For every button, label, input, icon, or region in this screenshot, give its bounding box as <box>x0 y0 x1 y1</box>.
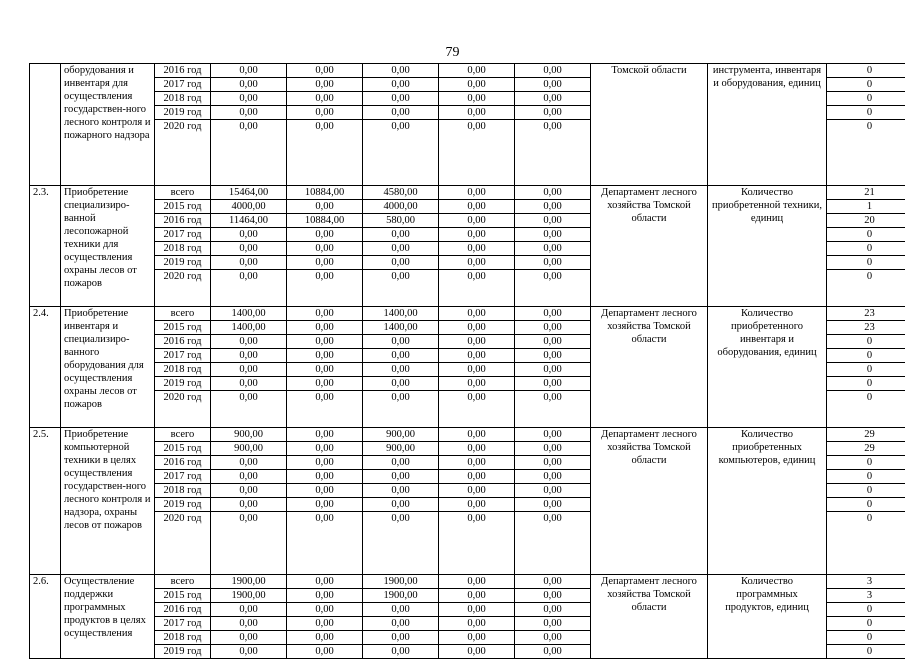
amount-total-cell: 0,00 <box>211 78 287 92</box>
period-cell: 2018 год <box>155 242 211 256</box>
indicator-value-cell: 0 <box>827 228 905 242</box>
period-cell: 2019 год <box>155 256 211 270</box>
amount-other-cell: 0,00 <box>515 64 591 78</box>
amount-federal-cell: 0,00 <box>287 391 363 428</box>
amount-regional-cell: 0,00 <box>363 270 439 307</box>
indicator-value-cell: 23 <box>827 321 905 335</box>
amount-total-cell: 0,00 <box>211 377 287 391</box>
period-cell: всего <box>155 428 211 442</box>
amount-other-cell: 0,00 <box>515 617 591 631</box>
period-cell: 2020 год <box>155 120 211 186</box>
period-cell: 2020 год <box>155 391 211 428</box>
period-cell: всего <box>155 186 211 200</box>
period-cell: 2017 год <box>155 617 211 631</box>
amount-other-cell: 0,00 <box>515 377 591 391</box>
amount-local-cell: 0,00 <box>439 377 515 391</box>
amount-regional-cell: 0,00 <box>363 645 439 659</box>
item-name: Осуществление поддержки программных продуктов в целях осуществления <box>61 575 155 659</box>
period-cell: 2016 год <box>155 335 211 349</box>
indicator-value-cell: 29 <box>827 442 905 456</box>
amount-total-cell: 15464,00 <box>211 186 287 200</box>
amount-local-cell: 0,00 <box>439 200 515 214</box>
period-cell: 2015 год <box>155 321 211 335</box>
indicator-value-cell: 0 <box>827 391 905 428</box>
amount-total-cell: 0,00 <box>211 498 287 512</box>
amount-local-cell: 0,00 <box>439 106 515 120</box>
amount-local-cell: 0,00 <box>439 363 515 377</box>
period-cell: 2015 год <box>155 442 211 456</box>
table-row <box>30 186 905 200</box>
item-name: оборудования и инвентаря для осуществления государствен-ного лесного контроля и пожарного надзора <box>61 64 155 186</box>
amount-other-cell: 0,00 <box>515 120 591 186</box>
amount-federal-cell: 0,00 <box>287 484 363 498</box>
amount-other-cell: 0,00 <box>515 214 591 228</box>
amount-regional-cell: 0,00 <box>363 256 439 270</box>
amount-local-cell: 0,00 <box>439 645 515 659</box>
indicator-name: Количество приобретенных компьютеров, единиц <box>708 428 827 575</box>
indicator-value-cell: 0 <box>827 242 905 256</box>
indicator-name: Количество программных продуктов, единиц <box>708 575 827 659</box>
amount-local-cell: 0,00 <box>439 335 515 349</box>
period-cell: 2018 год <box>155 631 211 645</box>
amount-regional-cell: 0,00 <box>363 228 439 242</box>
amount-total-cell: 0,00 <box>211 645 287 659</box>
indicator-value-cell: 0 <box>827 256 905 270</box>
amount-regional-cell: 0,00 <box>363 335 439 349</box>
indicator-value-cell: 0 <box>827 349 905 363</box>
period-cell: 2016 год <box>155 214 211 228</box>
amount-other-cell: 0,00 <box>515 78 591 92</box>
amount-federal-cell: 0,00 <box>287 589 363 603</box>
amount-regional-cell: 900,00 <box>363 442 439 456</box>
amount-other-cell: 0,00 <box>515 228 591 242</box>
indicator-value-cell: 0 <box>827 484 905 498</box>
amount-federal-cell: 0,00 <box>287 349 363 363</box>
amount-federal-cell: 0,00 <box>287 270 363 307</box>
period-cell: 2016 год <box>155 603 211 617</box>
amount-regional-cell: 4580,00 <box>363 186 439 200</box>
amount-local-cell: 0,00 <box>439 78 515 92</box>
amount-total-cell: 0,00 <box>211 335 287 349</box>
indicator-value-cell: 21 <box>827 186 905 200</box>
period-cell: 2020 год <box>155 512 211 575</box>
amount-regional-cell: 1400,00 <box>363 321 439 335</box>
amount-federal-cell: 0,00 <box>287 645 363 659</box>
period-cell: 2015 год <box>155 589 211 603</box>
item-number <box>30 64 61 186</box>
amount-total-cell: 1400,00 <box>211 307 287 321</box>
amount-regional-cell: 0,00 <box>363 92 439 106</box>
amount-local-cell: 0,00 <box>439 391 515 428</box>
indicator-value-cell: 0 <box>827 377 905 391</box>
amount-other-cell: 0,00 <box>515 349 591 363</box>
indicator-name: инструмента, инвентаря и оборудования, единиц <box>708 64 827 186</box>
amount-total-cell: 0,00 <box>211 242 287 256</box>
item-number: 2.3. <box>30 186 61 307</box>
period-cell: 2018 год <box>155 484 211 498</box>
amount-regional-cell: 0,00 <box>363 106 439 120</box>
amount-regional-cell: 1900,00 <box>363 589 439 603</box>
amount-local-cell: 0,00 <box>439 603 515 617</box>
amount-local-cell: 0,00 <box>439 442 515 456</box>
amount-regional-cell: 0,00 <box>363 78 439 92</box>
program-table <box>29 63 905 659</box>
period-cell: 2019 год <box>155 498 211 512</box>
amount-local-cell: 0,00 <box>439 120 515 186</box>
amount-federal-cell: 0,00 <box>287 64 363 78</box>
amount-local-cell: 0,00 <box>439 484 515 498</box>
indicator-value-cell: 0 <box>827 456 905 470</box>
amount-regional-cell: 0,00 <box>363 470 439 484</box>
amount-regional-cell: 0,00 <box>363 484 439 498</box>
amount-total-cell: 0,00 <box>211 391 287 428</box>
indicator-value-cell: 0 <box>827 106 905 120</box>
amount-total-cell: 0,00 <box>211 228 287 242</box>
item-name: Приобретение инвентаря и специализиро-ванного оборудования для осуществления охраны лесов от пожаров <box>61 307 155 428</box>
amount-federal-cell: 0,00 <box>287 498 363 512</box>
amount-regional-cell: 0,00 <box>363 349 439 363</box>
amount-local-cell: 0,00 <box>439 512 515 575</box>
amount-local-cell: 0,00 <box>439 349 515 363</box>
period-cell: 2019 год <box>155 645 211 659</box>
amount-total-cell: 11464,00 <box>211 214 287 228</box>
amount-regional-cell: 0,00 <box>363 391 439 428</box>
indicator-value-cell: 20 <box>827 214 905 228</box>
period-cell: 2019 год <box>155 106 211 120</box>
amount-other-cell: 0,00 <box>515 186 591 200</box>
table-row <box>30 307 905 321</box>
amount-other-cell: 0,00 <box>515 270 591 307</box>
indicator-name: Количество приобретенной техники, единиц <box>708 186 827 307</box>
amount-regional-cell: 0,00 <box>363 512 439 575</box>
item-name: Приобретение компьютерной техники в целях осуществления государствен-ного лесного контроля и надзора, охраны лесов от пожаров <box>61 428 155 575</box>
amount-other-cell: 0,00 <box>515 484 591 498</box>
amount-local-cell: 0,00 <box>439 228 515 242</box>
indicator-value-cell: 0 <box>827 512 905 575</box>
amount-federal-cell: 0,00 <box>287 442 363 456</box>
amount-local-cell: 0,00 <box>439 321 515 335</box>
amount-federal-cell: 0,00 <box>287 78 363 92</box>
responsible-executor: Департамент лесного хозяйства Томской области <box>591 575 708 659</box>
period-cell: 2016 год <box>155 64 211 78</box>
amount-local-cell: 0,00 <box>439 498 515 512</box>
amount-regional-cell: 1400,00 <box>363 307 439 321</box>
amount-other-cell: 0,00 <box>515 456 591 470</box>
amount-total-cell: 0,00 <box>211 363 287 377</box>
amount-federal-cell: 0,00 <box>287 120 363 186</box>
item-name: Приобретение специализиро-ванной лесопожарной техники для осуществления охраны лесов от пожаров <box>61 186 155 307</box>
responsible-executor: Департамент лесного хозяйства Томской области <box>591 186 708 307</box>
period-cell: 2015 год <box>155 200 211 214</box>
amount-local-cell: 0,00 <box>439 589 515 603</box>
amount-other-cell: 0,00 <box>515 603 591 617</box>
amount-federal-cell: 0,00 <box>287 470 363 484</box>
amount-regional-cell: 0,00 <box>363 631 439 645</box>
amount-federal-cell: 0,00 <box>287 377 363 391</box>
amount-local-cell: 0,00 <box>439 617 515 631</box>
amount-other-cell: 0,00 <box>515 200 591 214</box>
amount-local-cell: 0,00 <box>439 575 515 589</box>
amount-total-cell: 1900,00 <box>211 589 287 603</box>
amount-other-cell: 0,00 <box>515 512 591 575</box>
amount-other-cell: 0,00 <box>515 645 591 659</box>
item-number: 2.4. <box>30 307 61 428</box>
amount-other-cell: 0,00 <box>515 363 591 377</box>
amount-total-cell: 0,00 <box>211 484 287 498</box>
amount-total-cell: 0,00 <box>211 120 287 186</box>
amount-federal-cell: 0,00 <box>287 617 363 631</box>
amount-local-cell: 0,00 <box>439 64 515 78</box>
amount-regional-cell: 580,00 <box>363 214 439 228</box>
indicator-value-cell: 23 <box>827 307 905 321</box>
period-cell: 2019 год <box>155 377 211 391</box>
indicator-value-cell: 3 <box>827 589 905 603</box>
amount-other-cell: 0,00 <box>515 575 591 589</box>
amount-federal-cell: 0,00 <box>287 242 363 256</box>
amount-regional-cell: 0,00 <box>363 64 439 78</box>
amount-local-cell: 0,00 <box>439 470 515 484</box>
indicator-value-cell: 0 <box>827 603 905 617</box>
amount-total-cell: 1400,00 <box>211 321 287 335</box>
indicator-value-cell: 29 <box>827 428 905 442</box>
amount-local-cell: 0,00 <box>439 242 515 256</box>
amount-local-cell: 0,00 <box>439 456 515 470</box>
indicator-value-cell: 0 <box>827 631 905 645</box>
indicator-value-cell: 0 <box>827 363 905 377</box>
amount-local-cell: 0,00 <box>439 214 515 228</box>
table-row <box>30 575 905 589</box>
amount-other-cell: 0,00 <box>515 631 591 645</box>
amount-federal-cell: 10884,00 <box>287 186 363 200</box>
period-cell: 2018 год <box>155 363 211 377</box>
amount-regional-cell: 0,00 <box>363 456 439 470</box>
amount-federal-cell: 0,00 <box>287 200 363 214</box>
amount-local-cell: 0,00 <box>439 256 515 270</box>
indicator-value-cell: 0 <box>827 470 905 484</box>
amount-other-cell: 0,00 <box>515 106 591 120</box>
amount-total-cell: 0,00 <box>211 106 287 120</box>
amount-total-cell: 0,00 <box>211 603 287 617</box>
amount-federal-cell: 10884,00 <box>287 214 363 228</box>
amount-regional-cell: 4000,00 <box>363 200 439 214</box>
amount-other-cell: 0,00 <box>515 498 591 512</box>
amount-federal-cell: 0,00 <box>287 512 363 575</box>
indicator-name: Количество приобретенного инвентаря и оборудования, единиц <box>708 307 827 428</box>
amount-regional-cell: 0,00 <box>363 498 439 512</box>
amount-regional-cell: 900,00 <box>363 428 439 442</box>
amount-local-cell: 0,00 <box>439 186 515 200</box>
period-cell: 2017 год <box>155 78 211 92</box>
responsible-executor: Томской области <box>591 64 708 186</box>
amount-other-cell: 0,00 <box>515 428 591 442</box>
indicator-value-cell: 3 <box>827 575 905 589</box>
amount-federal-cell: 0,00 <box>287 428 363 442</box>
period-cell: 2017 год <box>155 228 211 242</box>
table-row <box>30 64 905 78</box>
amount-total-cell: 0,00 <box>211 456 287 470</box>
amount-total-cell: 0,00 <box>211 92 287 106</box>
amount-federal-cell: 0,00 <box>287 603 363 617</box>
amount-federal-cell: 0,00 <box>287 228 363 242</box>
period-cell: 2016 год <box>155 456 211 470</box>
amount-regional-cell: 1900,00 <box>363 575 439 589</box>
amount-federal-cell: 0,00 <box>287 106 363 120</box>
item-number: 2.6. <box>30 575 61 659</box>
period-cell: 2017 год <box>155 349 211 363</box>
indicator-value-cell: 0 <box>827 64 905 78</box>
item-number: 2.5. <box>30 428 61 575</box>
indicator-value-cell: 0 <box>827 270 905 307</box>
period-cell: всего <box>155 575 211 589</box>
indicator-value-cell: 0 <box>827 335 905 349</box>
amount-other-cell: 0,00 <box>515 242 591 256</box>
amount-federal-cell: 0,00 <box>287 335 363 349</box>
amount-other-cell: 0,00 <box>515 391 591 428</box>
amount-federal-cell: 0,00 <box>287 321 363 335</box>
amount-regional-cell: 0,00 <box>363 617 439 631</box>
period-cell: 2020 год <box>155 270 211 307</box>
amount-total-cell: 0,00 <box>211 617 287 631</box>
indicator-value-cell: 0 <box>827 498 905 512</box>
page-number: 79 <box>0 45 905 61</box>
amount-local-cell: 0,00 <box>439 270 515 307</box>
amount-other-cell: 0,00 <box>515 589 591 603</box>
amount-other-cell: 0,00 <box>515 470 591 484</box>
amount-other-cell: 0,00 <box>515 321 591 335</box>
amount-federal-cell: 0,00 <box>287 307 363 321</box>
indicator-value-cell: 0 <box>827 92 905 106</box>
indicator-value-cell: 0 <box>827 617 905 631</box>
amount-total-cell: 900,00 <box>211 428 287 442</box>
amount-other-cell: 0,00 <box>515 307 591 321</box>
amount-total-cell: 0,00 <box>211 631 287 645</box>
amount-other-cell: 0,00 <box>515 335 591 349</box>
table-body <box>30 64 905 659</box>
amount-total-cell: 1900,00 <box>211 575 287 589</box>
amount-regional-cell: 0,00 <box>363 377 439 391</box>
amount-total-cell: 0,00 <box>211 349 287 363</box>
amount-local-cell: 0,00 <box>439 631 515 645</box>
period-cell: 2018 год <box>155 92 211 106</box>
indicator-value-cell: 1 <box>827 200 905 214</box>
responsible-executor: Департамент лесного хозяйства Томской области <box>591 428 708 575</box>
period-cell: всего <box>155 307 211 321</box>
responsible-executor: Департамент лесного хозяйства Томской области <box>591 307 708 428</box>
table-row <box>30 428 905 442</box>
amount-total-cell: 0,00 <box>211 256 287 270</box>
amount-federal-cell: 0,00 <box>287 256 363 270</box>
amount-federal-cell: 0,00 <box>287 631 363 645</box>
indicator-value-cell: 0 <box>827 645 905 659</box>
period-cell: 2017 год <box>155 470 211 484</box>
amount-total-cell: 0,00 <box>211 470 287 484</box>
amount-regional-cell: 0,00 <box>363 363 439 377</box>
amount-local-cell: 0,00 <box>439 92 515 106</box>
amount-total-cell: 0,00 <box>211 512 287 575</box>
amount-total-cell: 0,00 <box>211 270 287 307</box>
amount-federal-cell: 0,00 <box>287 363 363 377</box>
amount-federal-cell: 0,00 <box>287 456 363 470</box>
amount-total-cell: 900,00 <box>211 442 287 456</box>
amount-regional-cell: 0,00 <box>363 242 439 256</box>
amount-other-cell: 0,00 <box>515 442 591 456</box>
amount-total-cell: 0,00 <box>211 64 287 78</box>
indicator-value-cell: 0 <box>827 120 905 186</box>
amount-local-cell: 0,00 <box>439 428 515 442</box>
amount-other-cell: 0,00 <box>515 256 591 270</box>
amount-federal-cell: 0,00 <box>287 575 363 589</box>
amount-regional-cell: 0,00 <box>363 120 439 186</box>
amount-federal-cell: 0,00 <box>287 92 363 106</box>
amount-local-cell: 0,00 <box>439 307 515 321</box>
indicator-value-cell: 0 <box>827 78 905 92</box>
amount-other-cell: 0,00 <box>515 92 591 106</box>
amount-total-cell: 4000,00 <box>211 200 287 214</box>
amount-regional-cell: 0,00 <box>363 603 439 617</box>
